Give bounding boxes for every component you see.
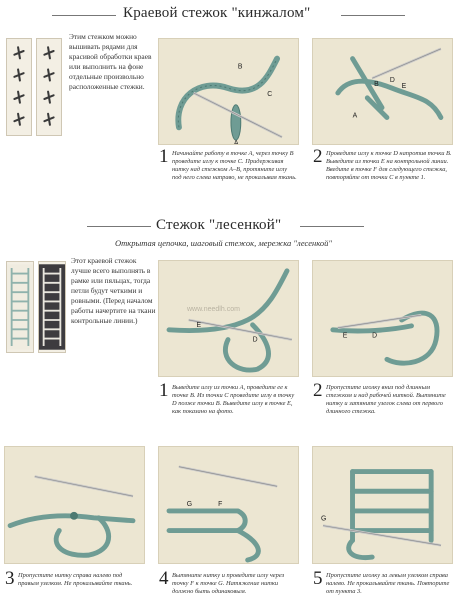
ladder-step1-image xyxy=(158,260,299,377)
section2-intro: Этот краевой стежок лучше всего выполнять в рамке или пяльцах, тогда петли будут четкими и ровными. (Перед началом работы начертите на ткани контрольные линии.) xyxy=(71,256,156,325)
svg-text:G: G xyxy=(186,500,193,508)
svg-text:A: A xyxy=(352,112,358,120)
ladder-step5-caption: 5 Пропустите иголку за левым узелком справа налево. Не прокалывайте ткань. Повторите от пункта 3. xyxy=(313,568,450,595)
ladder-step4-caption: 4 Вытяните нитку и проведите иглу через точку F к точке G. Натяжение нитки должно быть одинаковым. xyxy=(159,568,285,595)
svg-text:D: D xyxy=(389,77,395,85)
section-title-dagger: Краевой стежок "кинжалом" xyxy=(123,5,311,21)
section2-subtitle: Открытая цепочка, шаговый стежок, мережка "лесенкой" xyxy=(115,238,332,248)
svg-text:G: G xyxy=(321,515,327,523)
sample-swatch-crosses-b xyxy=(36,38,62,136)
ladder-step3-image xyxy=(4,446,145,564)
ladder-step4-image xyxy=(158,446,299,564)
sample-swatch-crosses-a xyxy=(6,38,32,136)
dagger-step2-image xyxy=(312,38,453,145)
ladder-step2-caption: 2 Пропустите иголку вниз под длинным стежком и над рабочей ниткой. Вытяните нитку и затяните узелок слева от первого длинного стежка. xyxy=(313,380,446,415)
label-a: A xyxy=(233,139,239,144)
svg-text:E: E xyxy=(196,321,202,329)
section1-intro: Этим стежком можно вышивать рядами для красивой обработки краев или выполнить на фоне отдельные произвольно расположенные стежки. xyxy=(69,32,152,91)
ladder-step5-image xyxy=(312,446,453,564)
svg-text:E: E xyxy=(401,83,407,91)
sample-swatch-ladder-dark xyxy=(38,261,66,353)
label-c: C xyxy=(267,90,273,98)
title-rule-right-2 xyxy=(300,226,364,227)
title-rule-right xyxy=(341,15,405,16)
title-rule-left-2 xyxy=(87,226,151,227)
svg-text:D: D xyxy=(252,336,258,344)
svg-text:D: D xyxy=(372,332,378,340)
dagger-step2-caption: 2 Проведите иглу к точке D напротив точки В. Выведите из точки Е на контрольной линии. Введите в точке F для следующего стежка, повторяйте от точки С в пункте 1. xyxy=(313,146,452,181)
label-b: B xyxy=(237,63,243,71)
title-rule-left xyxy=(52,15,116,16)
svg-text:F: F xyxy=(218,500,223,508)
dagger-step1-image xyxy=(158,38,299,145)
svg-text:E: E xyxy=(342,332,348,340)
svg-text:B: B xyxy=(374,81,379,89)
section-title-ladder: Стежок "лесенкой" xyxy=(156,217,282,233)
sample-swatch-ladder-light xyxy=(6,261,34,353)
ladder-step1-caption: 1 Выведите иглу из точки А, проведите ее к точке В. Из точки С проведите иглу в точку D позже точки В. Выведите иглу в точке Е, как показано на фото. xyxy=(159,380,295,415)
ladder-step2-image xyxy=(312,260,453,377)
dagger-step1-caption: 1 Начинайте работу в точке А, через точку В проведите иглу к точке С. Придерживая нитку над стежком А–В, протяните иглу под него слева направо, не прокалывая ткань. xyxy=(159,146,297,181)
ladder-step3-caption: 3 Пропустите нитку справа налево под правым узелком. Не прокалывайте ткань. xyxy=(5,568,133,589)
watermark: www.needlh.com xyxy=(187,306,240,313)
